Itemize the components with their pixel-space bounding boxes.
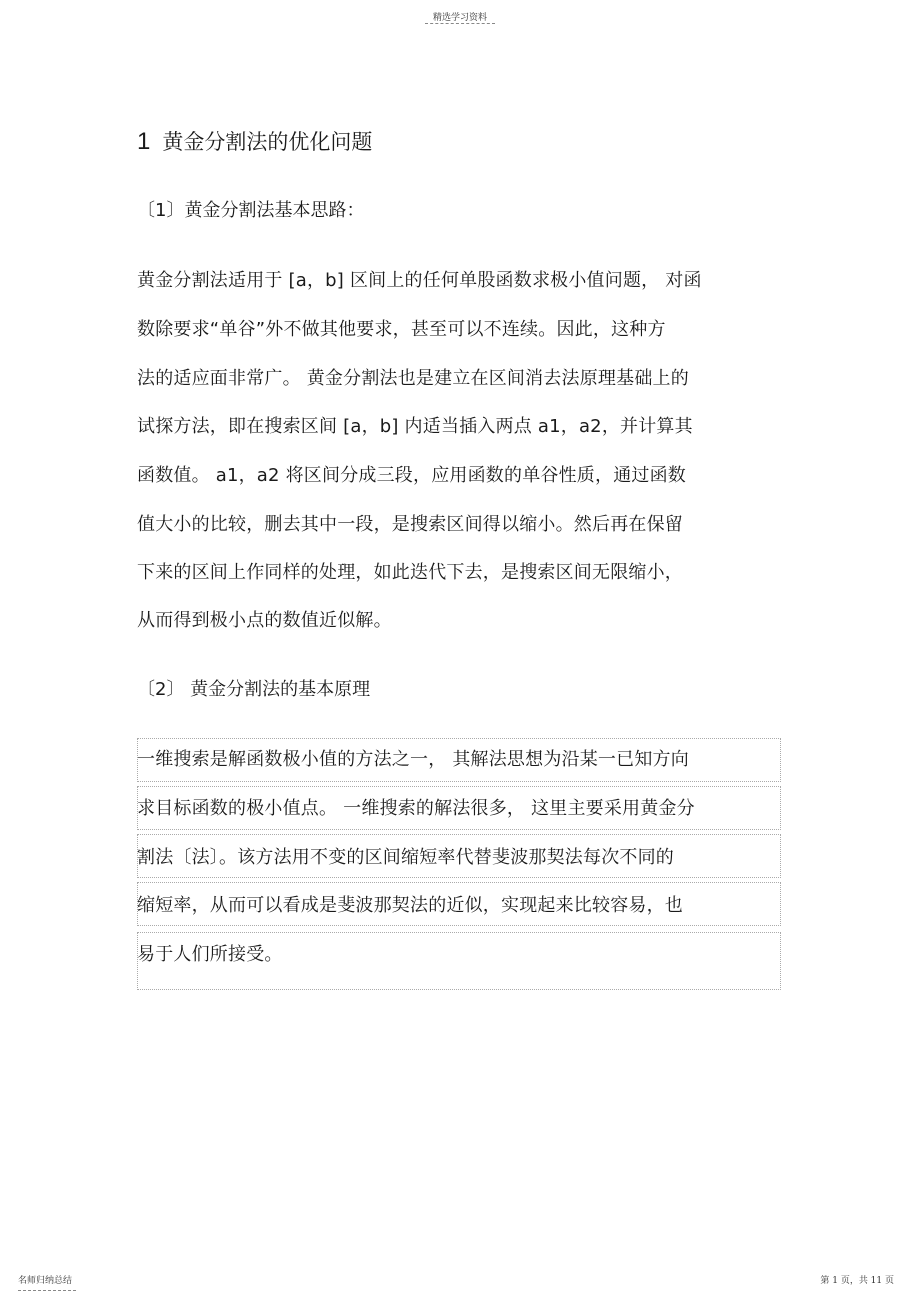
page-number: 第 1 页，共 11 页 (820, 1276, 894, 1286)
section1-line: 值大小的比较，删去其中一段，是搜索区间得以缩小。然后再在保留 (137, 514, 683, 535)
section1-heading: 〔1〕黄金分割法基本思路： (137, 200, 365, 221)
section1-line: 数除要求“单谷”外不做其他要求，甚至可以不连续。因此，这种方 (137, 319, 666, 340)
section2-line: 割法〔法〕。该方法用不变的区间缩短率代替斐波那契法每次不同的 (137, 847, 674, 868)
section2-line: 求目标函数的极小值点。 一维搜索的解法很多， 这里主要采用黄金分 (137, 798, 695, 819)
page-header: 精选学习资料 (432, 13, 487, 23)
header-divider (425, 23, 495, 24)
section2-line: 一维搜索是解函数极小值的方法之一， 其解法思想为沿某一已知方向 (137, 749, 689, 770)
section1-line: 黄金分割法适用于 [a，b] 区间上的任何单股函数求极小值问题， 对函 (137, 270, 702, 291)
section1-line: 法的适应面非常广。 黄金分割法也是建立在区间消去法原理基础上的 (137, 368, 689, 389)
section1-line: 函数值。 a1，a2 将区间分成三段，应用函数的单谷性质，通过函数 (137, 465, 687, 486)
footer-divider (18, 1290, 76, 1291)
section2-line: 易于人们所接受。 (137, 944, 283, 965)
section2-heading: 〔2〕 黄金分割法的基本原理 (137, 679, 371, 700)
section2-line: 缩短率，从而可以看成是斐波那契法的近似，实现起来比较容易，也 (137, 895, 683, 916)
title-text: 黄金分割法的优化问题 (162, 130, 373, 154)
title-number: 1 (137, 128, 151, 155)
section1-line: 试探方法，即在搜索区间 [a，b] 内适当插入两点 a1，a2，并计算其 (137, 416, 693, 437)
document-title (137, 126, 372, 156)
section1-line: 从而得到极小点的数值近似解。 (137, 610, 392, 631)
footer-left-text: 名师归纳总结 (18, 1276, 73, 1286)
section1-line: 下来的区间上作同样的处理，如此迭代下去，是搜索区间无限缩小， (137, 562, 683, 583)
